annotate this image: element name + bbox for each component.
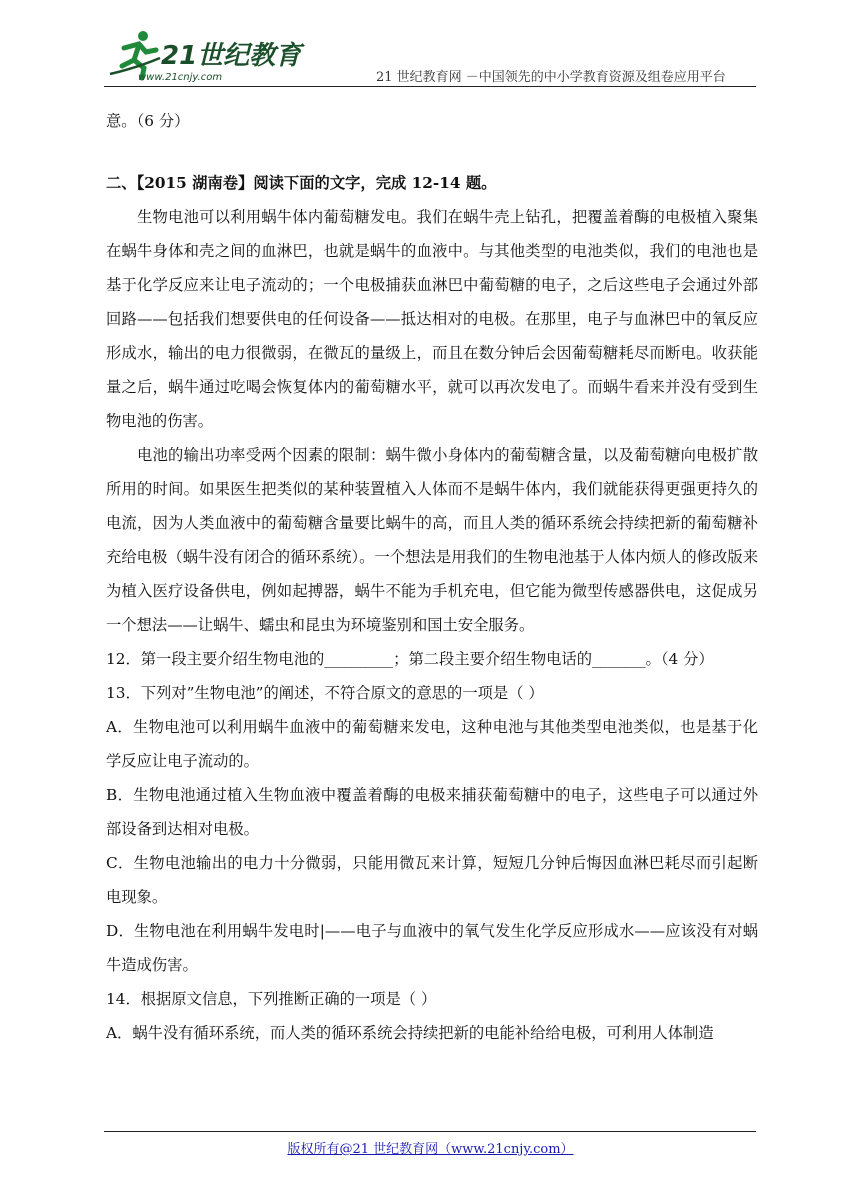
question-14: 14．根据原文信息，下列推断正确的一项是（ ） xyxy=(106,990,437,1008)
question-12: 12．第一段主要介绍生物电池的_________；第二段主要介绍生物电话的_______。（4 分） xyxy=(106,650,714,668)
section-title: 二、【2015 湖南卷】阅读下面的文字，完成 12-14 题。 xyxy=(106,174,497,192)
passage-paragraph-1: 生物电池可以利用蜗牛体内葡萄糖发电。我们在蜗牛壳上钻孔，把覆盖着酶的电极植入聚集在蜗牛身体和壳之间的血淋巴，也就是蜗牛的血液中。与其他类型的电池类似，我们的电池也是基于化学反应来让电子流动的；一个电极捕获血淋巴中葡萄糖的电子，之后这些电子会通过外部回路——包括我们想要供电的任何设备——抵达相对的电极。在那里，电子与血淋巴中的氧反应形成水，输出的电力很微弱，在微瓦的量级上，而且在数分钟后会因葡萄糖耗尽而断电。收获能量之后，蜗牛通过吃喝会恢复体内的葡萄糖水平，就可以再次发电了。而蜗牛看来并没有受到生物电池的伤害。 xyxy=(106,208,758,430)
question-13-option-d: D．生物电池在利用蜗牛发电时|——电子与血液中的氧气发生化学反应形成水——应该没有对蜗牛造成伤害。 xyxy=(106,922,758,974)
question-13-option-b: B．生物电池通过植入生物血液中覆盖着酶的电极来捕获葡萄糖中的电子，这些电子可以通过外部设备到达相对电极。 xyxy=(106,786,758,838)
page-header xyxy=(0,0,861,90)
previous-question-tail: 意。（6 分） xyxy=(106,112,190,130)
footer-divider xyxy=(104,1131,756,1132)
copyright-link[interactable]: 版权所有@21 世纪教育网（www.21cnjy.com） xyxy=(287,1142,574,1157)
question-13-option-a: A．生物电池可以利用蜗牛血液中的葡萄糖来发电，这种电池与其他类型电池类似，也是基于化学反应让电子流动的。 xyxy=(106,718,758,770)
header-divider xyxy=(104,86,756,87)
question-13: 13．下列对”生物电池”的阐述，不符合原文的意思的一项是（ ） xyxy=(106,684,544,702)
passage-paragraph-2: 电池的输出功率受两个因素的限制：蜗牛微小身体内的葡萄糖含量，以及葡萄糖向电极扩散所用的时间。如果医生把类似的某种装置植入人体而不是蜗牛体内，我们就能获得更强更持久的电流，因为人类血液中的葡萄糖含量要比蜗牛的高，而且人类的循环系统会持续把新的葡萄糖补充给电极（蜗牛没有闭合的循环系统）。一个想法是用我们的生物电池基于人体内烦人的修改版来为植入医疗设备供电，例如起搏器，蜗牛不能为手机充电，但它能为微型传感器供电，这促成另一个想法——让蜗牛、蠕虫和昆虫为环境鉴别和国土安全服务。 xyxy=(106,446,758,634)
svg-text:www.21cnjy.com: www.21cnjy.com xyxy=(138,72,223,83)
svg-text:21世纪教育: 21世纪教育 xyxy=(161,41,302,71)
21cnjy-logo-icon xyxy=(106,28,302,86)
document-body xyxy=(106,104,758,1050)
question-14-option-a: A．蜗牛没有循环系统，而人类的循环系统会持续把新的电能补给给电极，可利用人体制造 xyxy=(106,1024,714,1042)
question-13-option-c: C．生物电池输出的电力十分微弱，只能用微瓦来计算，短短几分钟后悔因血淋巴耗尽而引起断电现象。 xyxy=(106,854,758,906)
site-slogan: 21 世纪教育网 －中国领先的中小学教育资源及组卷应用平台 xyxy=(376,70,726,85)
